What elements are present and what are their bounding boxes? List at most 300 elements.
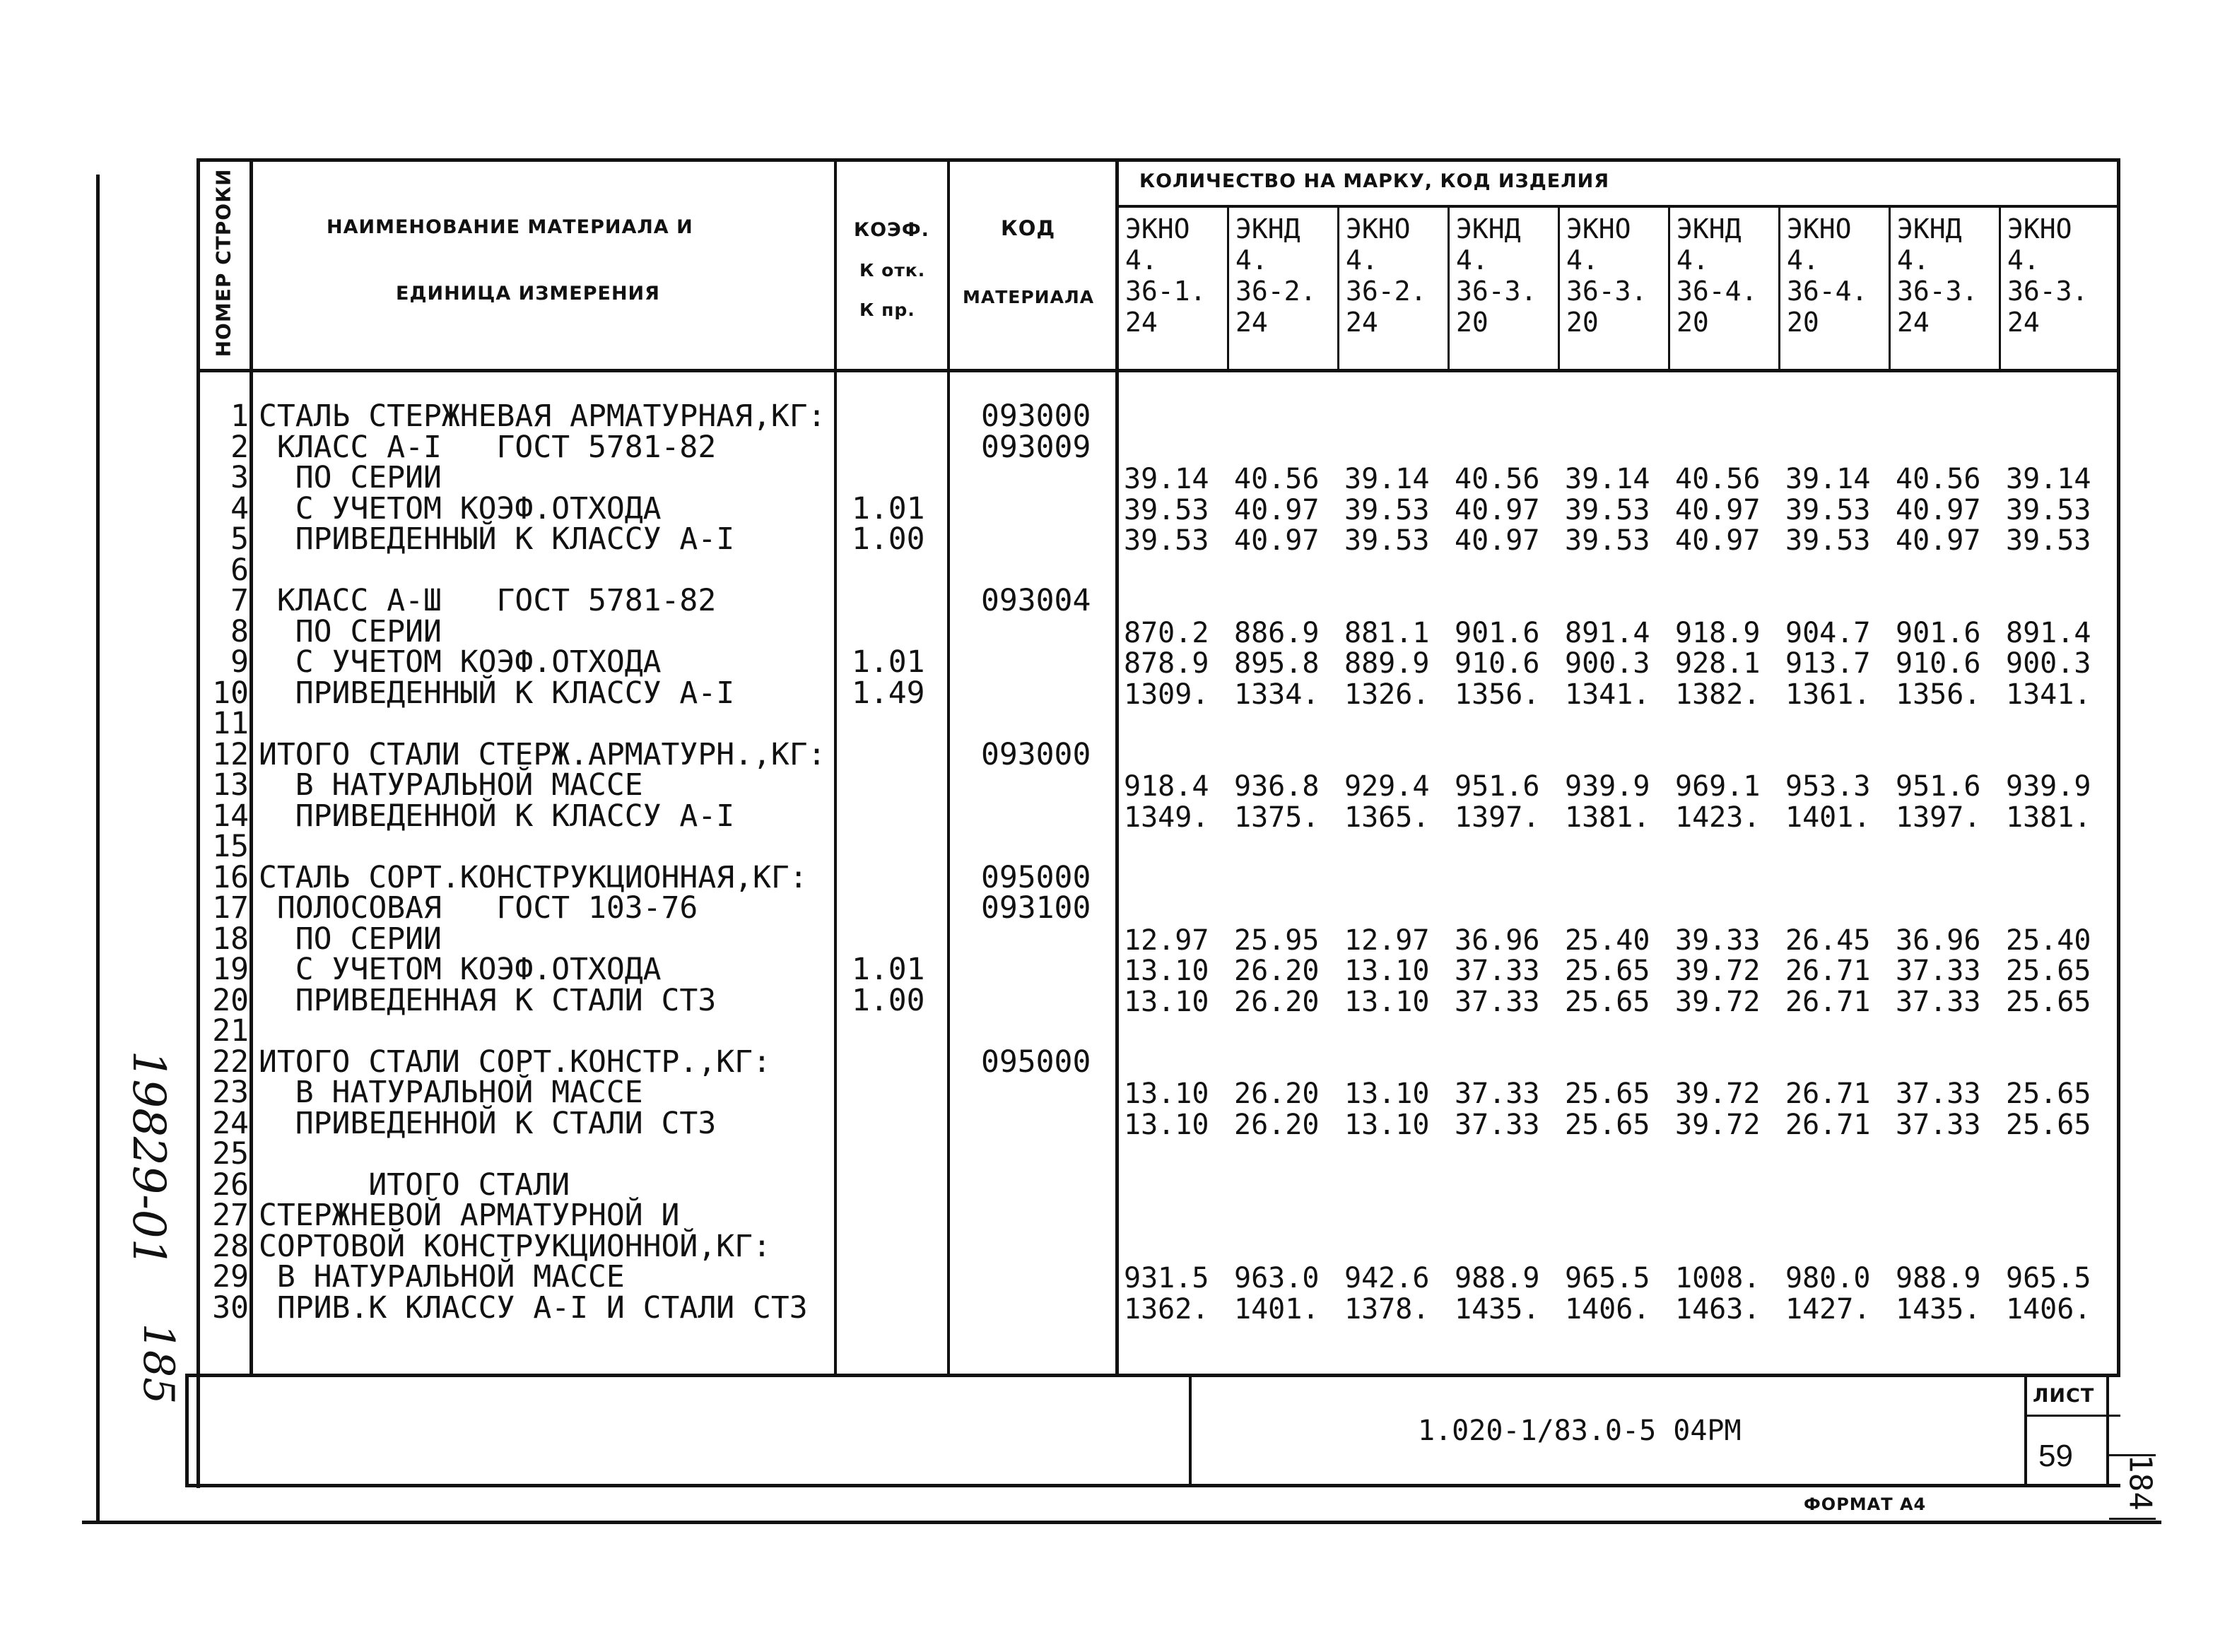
row-value: 39.53	[1565, 493, 1650, 526]
row-number: 10	[212, 675, 249, 711]
mark-header-line: ЭКНД	[1897, 213, 1962, 244]
row-name: КЛАСС А-Ш ГОСТ 5781-82	[259, 583, 717, 618]
row-value: 1349.	[1124, 801, 1209, 834]
row-number: 2	[230, 429, 249, 465]
row-value: 1326.	[1344, 678, 1430, 711]
row-code	[981, 770, 1112, 801]
row-value: 13.10	[1124, 955, 1209, 987]
names-column	[259, 399, 831, 1326]
row-code: 093009	[981, 429, 1091, 465]
table-border-left	[196, 158, 200, 1488]
row-value: 26.20	[1234, 1078, 1320, 1110]
row-number: 5	[230, 521, 249, 557]
row-value: 895.8	[1234, 647, 1320, 680]
row-value: 929.4	[1344, 770, 1430, 803]
row-name: ПО СЕРИИ	[259, 460, 442, 495]
row-number: 11	[212, 706, 249, 741]
mark-header-cell	[1125, 213, 1206, 338]
row-value: 25.65	[2006, 955, 2091, 987]
mark-header-line: ЭКНО	[1346, 213, 1411, 244]
row-value: 37.33	[1896, 985, 1981, 1018]
mark-header-cell	[1235, 213, 1316, 338]
mark-sep	[1558, 206, 1560, 370]
row-value: 891.4	[2006, 616, 2091, 649]
row-number: 6	[230, 552, 249, 588]
row-value: 40.56	[1455, 463, 1540, 495]
row-name: ПРИВ.К КЛАССУ А-I И СТАЛИ СТЗ	[259, 1290, 808, 1326]
row-koef	[852, 617, 944, 648]
row-number: 1	[230, 399, 249, 434]
row-koef	[852, 463, 944, 494]
row-value: 1423.	[1675, 801, 1761, 834]
row-value: 901.6	[1896, 616, 1981, 649]
mark-header-cell	[1456, 213, 1537, 338]
row-value: 25.65	[2006, 1108, 2091, 1141]
row-value: 12.97	[1344, 924, 1430, 957]
mark-header-line: 4.	[1346, 244, 1378, 276]
row-value: 951.6	[1455, 770, 1540, 803]
header-name-line2: ЕДИНИЦА ИЗМЕРЕНИЯ	[396, 283, 660, 305]
titleblock-sep-docbox	[1189, 1374, 1192, 1487]
row-value: 13.10	[1344, 1108, 1430, 1141]
outer-border-left	[96, 175, 100, 1524]
row-koef	[852, 586, 944, 617]
row-number: 23	[212, 1075, 249, 1110]
mark-header-line: ЭКНД	[1456, 213, 1521, 244]
row-value: 13.10	[1124, 1078, 1209, 1110]
mark-header-line: ЭКНО	[1787, 213, 1852, 244]
row-koef: 1.00	[852, 521, 925, 557]
row-number: 27	[212, 1198, 249, 1233]
row-value: 25.65	[1565, 955, 1650, 987]
row-value: 25.65	[2006, 1078, 2091, 1110]
row-koef	[852, 1078, 944, 1109]
row-value: 12.97	[1124, 924, 1209, 957]
row-value: 26.20	[1234, 1108, 1320, 1141]
row-value: 886.9	[1234, 616, 1320, 649]
row-number: 12	[212, 736, 249, 772]
row-value: 25.40	[1565, 924, 1650, 957]
row-value: 931.5	[1124, 1262, 1209, 1294]
page-number-right: 184	[2122, 1454, 2159, 1511]
row-name: ИТОГО СТАЛИ	[259, 1167, 570, 1203]
row-koef	[852, 893, 944, 924]
header-quantity: КОЛИЧЕСТВО НА МАРКУ, КОД ИЗДЕЛИЯ	[1139, 170, 1610, 192]
mark-header-line: 36-3.	[1897, 276, 1978, 307]
row-number: 15	[212, 829, 249, 864]
row-value: 25.95	[1234, 924, 1320, 957]
row-name: СОРТОВОЙ КОНСТРУКЦИОННОЙ,КГ:	[259, 1228, 771, 1264]
row-value: 40.56	[1234, 463, 1320, 495]
row-code	[981, 832, 1112, 863]
row-value: 951.6	[1896, 770, 1981, 803]
qty-header-line	[1117, 205, 2120, 208]
row-name	[259, 709, 831, 740]
row-koef	[852, 1016, 944, 1047]
row-koef	[852, 740, 944, 771]
row-value: 37.33	[1896, 1108, 1981, 1141]
row-name: ПРИВЕДЕННОЙ К КЛАССУ А-I	[259, 798, 735, 834]
row-value: 1435.	[1455, 1292, 1540, 1326]
mark-sep	[1337, 206, 1339, 370]
mark-header-cell	[1346, 213, 1426, 338]
row-value: 1375.	[1234, 801, 1320, 834]
row-number: 17	[212, 890, 249, 926]
sheet-number: 59	[2038, 1439, 2073, 1473]
row-value: 900.3	[2006, 647, 2091, 680]
row-value: 39.53	[1344, 493, 1430, 526]
row-value: 39.72	[1675, 955, 1761, 987]
outer-border-bottom	[82, 1521, 2161, 1524]
row-code	[981, 524, 1112, 555]
row-code	[981, 1109, 1112, 1140]
row-value: 939.9	[2006, 770, 2091, 803]
row-code	[981, 463, 1112, 494]
row-name: В НАТУРАЛЬНОЙ МАССЕ	[259, 1259, 625, 1294]
row-value: 1361.	[1785, 678, 1871, 711]
header-bottom-line	[196, 369, 2120, 372]
row-koef: 1.49	[852, 675, 925, 711]
row-code	[981, 1016, 1112, 1047]
row-value: 988.9	[1896, 1262, 1981, 1294]
row-value: 988.9	[1455, 1262, 1540, 1294]
row-number: 14	[212, 798, 249, 834]
row-value: 1406.	[1565, 1292, 1650, 1326]
row-value: 1381.	[2006, 801, 2091, 834]
col-sep-name	[834, 158, 837, 1374]
row-code	[981, 647, 1112, 678]
mark-header-line: 36-3.	[2007, 276, 2089, 307]
row-value: 878.9	[1124, 647, 1209, 680]
mark-header-cell	[2007, 213, 2088, 338]
row-value: 1341.	[2006, 678, 2091, 711]
row-code: 093000	[981, 399, 1091, 434]
mark-header-cell	[1677, 213, 1757, 338]
row-value: 913.7	[1785, 647, 1871, 680]
row-value: 40.56	[1896, 463, 1981, 495]
mark-sep	[1889, 206, 1891, 370]
row-value: 936.8	[1234, 770, 1320, 803]
row-koef	[852, 1047, 944, 1078]
row-name	[259, 1016, 831, 1047]
row-value: 13.10	[1344, 985, 1430, 1018]
format-label: ФОРМАТ А4	[1804, 1494, 1927, 1514]
row-code	[981, 924, 1112, 955]
row-value: 25.65	[1565, 985, 1650, 1018]
row-value: 25.65	[1565, 1078, 1650, 1110]
row-name	[259, 1139, 831, 1170]
row-value: 39.14	[1785, 463, 1871, 495]
inventory-number: 19829-01	[122, 1050, 175, 1268]
row-number: 25	[212, 1136, 249, 1172]
row-koef	[852, 1139, 944, 1170]
row-value: 37.33	[1896, 1078, 1981, 1110]
mark-header-line: 4.	[1677, 244, 1709, 276]
row-code	[981, 1232, 1112, 1263]
row-value: 1463.	[1675, 1292, 1761, 1326]
row-code	[981, 555, 1112, 586]
row-value: 37.33	[1455, 1108, 1540, 1141]
mark-header-line: 4.	[1787, 244, 1819, 276]
row-code	[981, 678, 1112, 709]
row-value: 1365.	[1344, 801, 1430, 834]
row-number: 9	[230, 644, 249, 680]
mark-sep	[1999, 206, 2001, 370]
table-border-right	[2117, 158, 2120, 1374]
row-value: 39.72	[1675, 1078, 1761, 1110]
row-name: СТЕРЖНЕВОЙ АРМАТУРНОЙ И	[259, 1198, 680, 1233]
row-value: 40.97	[1896, 493, 1981, 526]
mark-header-line: 36-4.	[1787, 276, 1868, 307]
mark-header-line: 36-2.	[1235, 276, 1317, 307]
row-value: 37.33	[1455, 955, 1540, 987]
row-number: 8	[230, 613, 249, 649]
row-name: КЛАСС А-I ГОСТ 5781-82	[259, 429, 717, 465]
row-value: 25.65	[2006, 985, 2091, 1018]
row-value: 37.33	[1896, 955, 1981, 987]
row-code	[981, 1139, 1112, 1170]
mark-header-cell	[1566, 213, 1647, 338]
mark-header-cell	[1787, 213, 1867, 338]
row-value: 889.9	[1344, 647, 1430, 680]
row-koef	[852, 432, 944, 464]
row-value: 26.71	[1785, 985, 1871, 1018]
mark-header-line: 36-3.	[1566, 276, 1648, 307]
row-koef	[852, 924, 944, 955]
row-value: 36.96	[1896, 924, 1981, 957]
row-value: 942.6	[1344, 1262, 1430, 1294]
koef-column	[852, 401, 944, 1323]
row-name: ПРИВЕДЕННОЙ К СТАЛИ СТЗ	[259, 1105, 717, 1141]
row-value: 39.53	[2006, 524, 2091, 557]
row-value: 965.5	[2006, 1262, 2091, 1294]
row-value: 13.10	[1344, 955, 1430, 987]
row-value: 13.10	[1124, 985, 1209, 1018]
mark-header-line: 4.	[2007, 244, 2040, 276]
row-koef: 1.01	[852, 644, 925, 680]
mark-sep	[1778, 206, 1780, 370]
titleblock-sheet-right	[2106, 1374, 2109, 1487]
row-name: ПРИВЕДЕННАЯ К СТАЛИ СТЗ	[259, 982, 717, 1018]
row-value: 36.96	[1455, 924, 1540, 957]
row-value: 918.9	[1675, 616, 1761, 649]
row-number: 28	[212, 1228, 249, 1264]
row-number: 21	[212, 1013, 249, 1049]
row-name: ПО СЕРИИ	[259, 921, 442, 957]
row-koef	[852, 1200, 944, 1232]
row-number: 20	[212, 982, 249, 1018]
row-name: С УЧЕТОМ КОЭФ.ОТХОДА	[259, 644, 662, 680]
mark-header-line: 24	[1235, 307, 1268, 338]
row-value: 891.4	[1565, 616, 1650, 649]
row-value: 39.14	[1124, 463, 1209, 495]
row-value: 39.72	[1675, 985, 1761, 1018]
row-code: 093000	[981, 736, 1091, 772]
mark-header-line: 4.	[1566, 244, 1599, 276]
row-name: ПОЛОСОВАЯ ГОСТ 103-76	[259, 890, 698, 926]
row-value: 13.10	[1344, 1078, 1430, 1110]
row-value: 40.97	[1455, 524, 1540, 557]
row-value: 928.1	[1675, 647, 1761, 680]
mark-header-line: 36-2.	[1346, 276, 1427, 307]
row-number: 4	[230, 490, 249, 526]
row-value: 969.1	[1675, 770, 1761, 803]
row-code	[981, 1170, 1112, 1201]
row-value: 1382.	[1675, 678, 1761, 711]
row-number: 16	[212, 859, 249, 895]
row-value: 26.45	[1785, 924, 1871, 957]
row-value: 910.6	[1896, 647, 1981, 680]
mark-header-line: 20	[1677, 307, 1709, 338]
row-value: 40.97	[1455, 493, 1540, 526]
page-number-left: 185	[134, 1323, 183, 1405]
code-column	[981, 401, 1112, 1323]
row-value: 40.97	[1234, 524, 1320, 557]
row-value: 901.6	[1455, 616, 1540, 649]
row-name: ПО СЕРИИ	[259, 613, 442, 649]
row-code	[981, 494, 1112, 525]
header-code-line2: МАТЕРИАЛА	[963, 287, 1095, 307]
row-value: 39.53	[1344, 524, 1430, 557]
mark-header-line: 36-4.	[1677, 276, 1758, 307]
row-value: 40.56	[1675, 463, 1761, 495]
row-value: 1381.	[1565, 801, 1650, 834]
row-name: ПРИВЕДЕННЫЙ К КЛАССУ А-I	[259, 675, 735, 711]
row-number: 24	[212, 1105, 249, 1141]
mark-header-line: ЭКНО	[1566, 213, 1631, 244]
row-code	[981, 986, 1112, 1017]
mark-sep	[1668, 206, 1670, 370]
mark-header-line: 20	[1566, 307, 1599, 338]
row-value: 25.65	[1565, 1108, 1650, 1141]
col-sep-koef	[947, 158, 950, 1374]
row-code: 093100	[981, 890, 1091, 926]
row-value: 1378.	[1344, 1292, 1430, 1326]
row-name: В НАТУРАЛЬНОЙ МАССЕ	[259, 1075, 643, 1110]
values-area	[1124, 401, 2113, 1362]
row-koef	[852, 801, 944, 832]
row-value: 939.9	[1565, 770, 1650, 803]
mark-header-line: 4.	[1235, 244, 1268, 276]
row-code	[981, 801, 1112, 832]
mark-sep	[1448, 206, 1450, 370]
row-koef	[852, 1293, 944, 1324]
row-number: 29	[212, 1259, 249, 1294]
row-value: 1008.	[1675, 1262, 1761, 1294]
row-value: 39.53	[1124, 524, 1209, 557]
mark-sep	[1227, 206, 1229, 370]
row-value: 1356.	[1896, 678, 1981, 711]
titleblock-top-line	[185, 1374, 2120, 1377]
row-code	[981, 1262, 1112, 1293]
row-code: 095000	[981, 859, 1091, 895]
row-value: 881.1	[1344, 616, 1430, 649]
row-koef	[852, 401, 944, 432]
row-value: 980.0	[1785, 1262, 1871, 1294]
mark-header-line: 4.	[1125, 244, 1158, 276]
mark-header-line: ЭКНО	[2007, 213, 2072, 244]
row-name: С УЧЕТОМ КОЭФ.ОТХОДА	[259, 490, 662, 526]
row-number: 22	[212, 1044, 249, 1080]
row-value: 1406.	[2006, 1292, 2091, 1326]
page-edge-tick	[2109, 1518, 2156, 1520]
row-value: 1401.	[1785, 801, 1871, 834]
row-koef	[852, 555, 944, 586]
row-value: 26.71	[1785, 955, 1871, 987]
row-number: 7	[230, 583, 249, 618]
header-k-otk: К отк.	[859, 260, 926, 281]
mark-header-line: 20	[1787, 307, 1819, 338]
row-number: 18	[212, 921, 249, 957]
mark-header-line: 24	[1346, 307, 1378, 338]
titleblock-sep-sheet	[2024, 1374, 2027, 1487]
row-value: 1334.	[1234, 678, 1320, 711]
row-value: 1401.	[1234, 1292, 1320, 1326]
row-name: СТАЛЬ СОРТ.КОНСТРУКЦИОННАЯ,КГ:	[259, 859, 808, 895]
mark-header-line: ЭКНО	[1125, 213, 1190, 244]
document-code: 1.020-1/83.0-5 04РМ	[1418, 1415, 1742, 1447]
row-code: 093004	[981, 583, 1091, 618]
row-name: ПРИВЕДЕННЫЙ К КЛАССУ А-I	[259, 521, 735, 557]
row-code	[981, 617, 1112, 648]
row-code	[981, 1078, 1112, 1109]
col-sep-code	[1115, 158, 1119, 1374]
row-value: 1397.	[1896, 801, 1981, 834]
header-koef: КОЭФ.	[854, 219, 929, 241]
header-code-line1: КОД	[1001, 216, 1056, 240]
mark-header-line: 36-3.	[1456, 276, 1537, 307]
row-value: 39.14	[1344, 463, 1430, 495]
row-koef	[852, 1170, 944, 1201]
row-koef	[852, 1262, 944, 1293]
row-value: 910.6	[1455, 647, 1540, 680]
row-value: 40.97	[1675, 493, 1761, 526]
row-name: ИТОГО СТАЛИ СОРТ.КОНСТР.,КГ:	[259, 1044, 771, 1080]
row-value: 1397.	[1455, 801, 1540, 834]
row-number: 30	[212, 1290, 249, 1326]
row-value: 26.71	[1785, 1078, 1871, 1110]
mark-header-line: 20	[1456, 307, 1489, 338]
row-value: 39.14	[1565, 463, 1650, 495]
mark-header-line: 24	[1897, 307, 1930, 338]
row-value: 13.10	[1124, 1108, 1209, 1141]
row-value: 918.4	[1124, 770, 1209, 803]
row-code	[981, 1293, 1112, 1324]
row-value: 40.97	[1896, 524, 1981, 557]
row-value: 39.14	[2006, 463, 2091, 495]
row-value: 870.2	[1124, 616, 1209, 649]
row-koef	[852, 770, 944, 801]
row-value: 39.53	[1565, 524, 1650, 557]
row-code	[981, 955, 1112, 986]
mark-header-line: 24	[2007, 307, 2040, 338]
row-number: 3	[230, 460, 249, 495]
row-value: 904.7	[1785, 616, 1871, 649]
row-name	[259, 832, 831, 863]
row-value: 1341.	[1565, 678, 1650, 711]
row-value: 965.5	[1565, 1262, 1650, 1294]
mark-header-line: 4.	[1897, 244, 1930, 276]
row-value: 40.97	[1234, 493, 1320, 526]
row-number: 26	[212, 1167, 249, 1203]
row-name: В НАТУРАЛЬНОЙ МАССЕ	[259, 767, 643, 803]
row-value: 37.33	[1455, 1078, 1540, 1110]
mark-header-line: 36-1.	[1125, 276, 1206, 307]
row-value: 953.3	[1785, 770, 1871, 803]
row-name: СТАЛЬ СТЕРЖНЕВАЯ АРМАТУРНАЯ,КГ:	[259, 399, 826, 434]
mark-header-line: ЭКНД	[1235, 213, 1300, 244]
mark-header-cell	[1897, 213, 1978, 338]
